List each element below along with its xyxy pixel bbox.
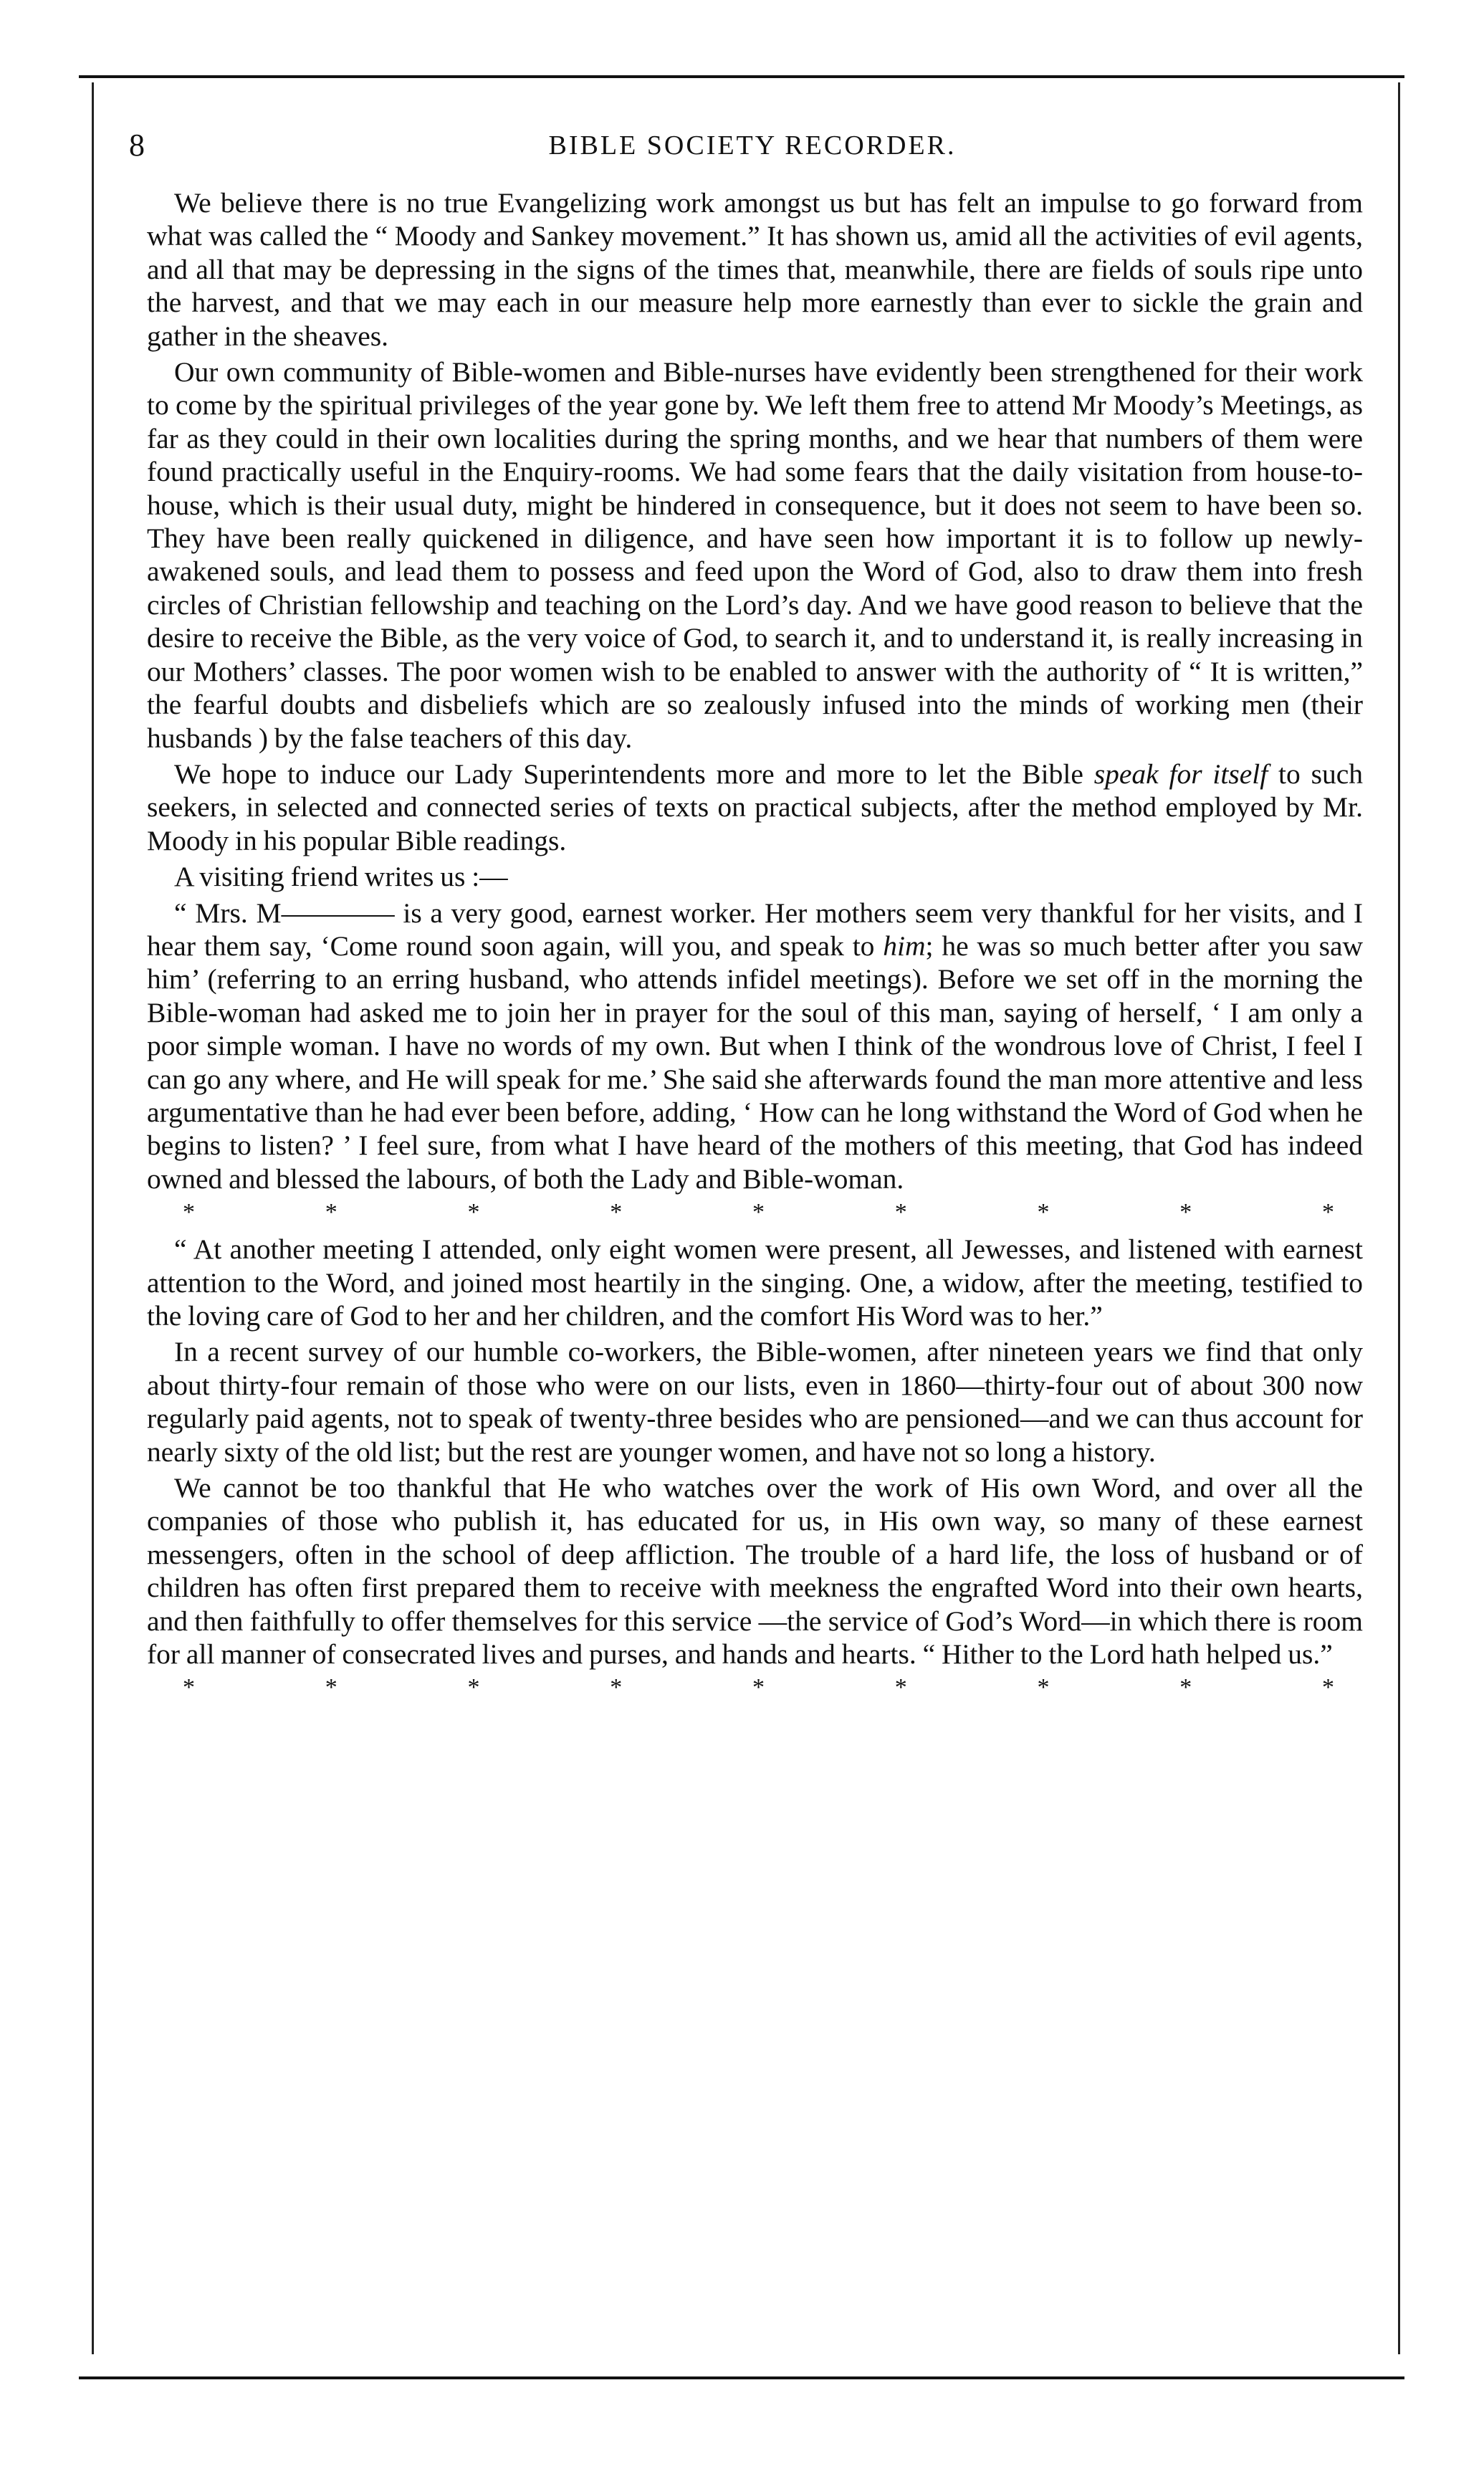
star: *	[1179, 1199, 1192, 1226]
paragraph-3-start: We hope to induce our Lady Superintendents more and more to let the Bible	[174, 758, 1094, 790]
star: *	[1037, 1674, 1050, 1701]
star: *	[183, 1199, 195, 1226]
star: *	[752, 1199, 765, 1226]
star: *	[325, 1199, 338, 1226]
paragraph-5-start: “ Mrs. M———— is a very good, earnest worker. Her mothers seem very thankful for her visits, and I hear them say, ‘Come round soon again, will you, and speak to	[147, 897, 1363, 962]
paragraph-3-end: to such seekers, in selected and connected series of texts on practical subjects, after the method employed by Mr. Moody in his popular Bible readings.	[147, 758, 1363, 856]
star: *	[1037, 1199, 1050, 1226]
star: *	[752, 1674, 765, 1701]
star: *	[183, 1674, 195, 1701]
star-separator-1	[147, 1198, 1363, 1227]
paragraph-3	[147, 758, 1363, 857]
top-rule	[79, 75, 1404, 78]
paragraph-3-italic: speak for itself	[1093, 758, 1268, 790]
page-number: 8	[129, 128, 145, 163]
star: *	[325, 1674, 338, 1701]
star: *	[610, 1199, 623, 1226]
star: *	[467, 1199, 480, 1226]
right-rule	[1398, 82, 1400, 2354]
star: *	[894, 1674, 907, 1701]
page-header	[129, 127, 1376, 177]
star: *	[1322, 1674, 1334, 1701]
page	[79, 75, 1404, 2379]
star: *	[610, 1674, 623, 1701]
running-title: BIBLE SOCIETY RECORDER.	[548, 130, 957, 161]
paragraph-5-end: ; he was so much better after you saw him’ (referring to an erring husband, who attends infidel meetings). Before we set off in the morning the Bible-woman had asked me to join her in prayer for the soul of this man, saying of herself, ‘ I am only a poor simple woman. I have no words of my own. But when I think of the wondrous love of Christ, I feel I can go any where, and He will speak for me.’ She said she afterwards found the man more attentive and less argumentative than he had ever been before, adding, ‘ How can he long withstand the Word of God when he begins to listen? ’ I feel sure, from what I have heard of the mothers of this meeting, that God has indeed owned and blessed the labours, of both the Lady and Bible-woman.	[147, 930, 1363, 1195]
paragraph-7: In a recent survey of our humble co-workers, the Bible-women, after nineteen years we find that only about thirty-four remain of those who were on our lists, even in 1860—thirty-four out of about 300 now regularly paid agents, not to speak of twenty-three besides who are pensioned—and we can thus account for nearly sixty of the old list; but the rest are younger women, and have not so long a history.	[147, 1336, 1363, 1468]
paragraph-4: A visiting friend writes us :—	[174, 861, 508, 893]
bottom-rule	[79, 2376, 1404, 2379]
paragraph-5-italic: him	[883, 930, 926, 962]
paragraph-5-letter	[147, 897, 1363, 1196]
paragraph-1: We believe there is no true Evangelizing work amongst us but has felt an impulse to go forward from what was called the “ Moody and Sankey movement.” It has shown us, amid all the activities of evil agents, and all that may be depressing in the signs of the times that, meanwhile, there are fields of souls ripe unto the harvest, and that we may each in our measure help more earnestly than ever to sickle the grain and gather in the sheaves.	[147, 187, 1363, 352]
star-separator-2	[147, 1673, 1363, 1702]
paragraph-2: Our own community of Bible-women and Bible-nurses have evidently been strengthened for their work to come by the spiritual privileges of the year gone by. We left them free to attend Mr Moody’s Meetings, as far as they could in their own localities during the spring months, and we hear that numbers of them were found practically useful in the Enquiry-rooms. We had some fears that the daily visitation from house-to-house, which is their usual duty, might be hindered in consequence, but it does not seem to have been so. They have been really quickened in diligence, and have seen how important it is to follow up newly-awakened souls, and lead them to possess and feed upon the Word of God, also to draw them into fresh circles of Christian fellowship and teaching on the Lord’s day. And we have good reason to believe that the desire to receive the Bible, as the very voice of God, to search it, and to understand it, is really increasing in our Mothers’ classes. The poor women wish to be enabled to answer with the authority of “ It is written,” the fearful doubts and disbeliefs which are so zealously infused into the minds of working men (their husbands ) by the false teachers of this day.	[147, 356, 1363, 754]
paragraph-8: We cannot be too thankful that He who watches over the work of His own Word, and over all the companies of those who publish it, has educated for us, in His own way, so many of these earnest messengers, often in the school of deep affliction. The trouble of a hard life, the loss of husband or of children has often first prepared them to receive with meekness the engrafted Word into their own hearts, and then faithfully to offer themselves for this service —the service of God’s Word—in which there is room for all manner of consecrated lives and purses, and hands and hearts. “ Hither to the Lord hath helped us.”	[147, 1472, 1363, 1671]
star: *	[1179, 1674, 1192, 1701]
paragraph-6: “ At another meeting I attended, only eight women were present, all Jewesses, and listened with earnest attention to the Word, and joined most heartily in the singing. One, a widow, after the meeting, testified to the loving care of God to her and her children, and the comfort His Word was to her.”	[147, 1233, 1363, 1332]
star: *	[1322, 1199, 1334, 1226]
star: *	[467, 1674, 480, 1701]
star: *	[894, 1199, 907, 1226]
left-rule	[92, 82, 94, 2354]
article-body	[147, 186, 1363, 1708]
